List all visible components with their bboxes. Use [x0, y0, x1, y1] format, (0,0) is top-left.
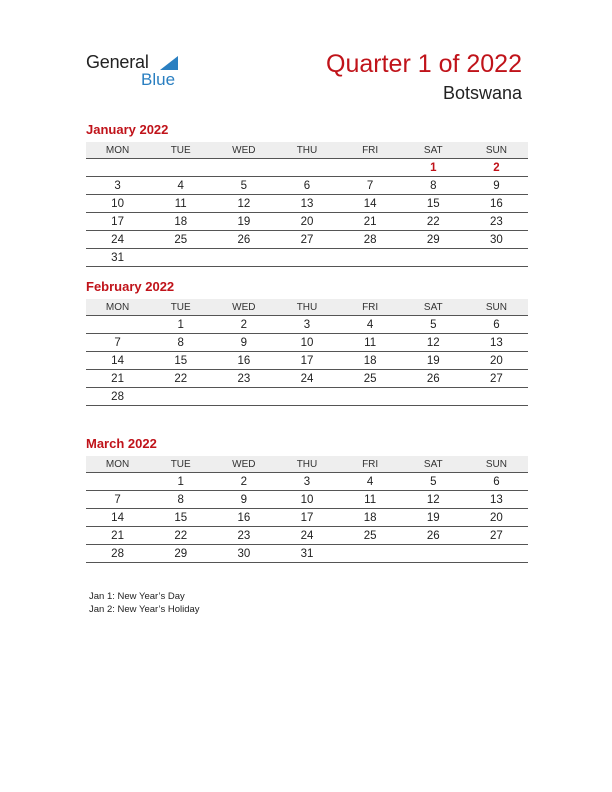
- month-block-january: [86, 121, 528, 267]
- day-cell: 22: [402, 213, 465, 231]
- empty-day-cell: [339, 249, 402, 267]
- day-cell: 28: [339, 231, 402, 249]
- day-cell: 25: [149, 231, 212, 249]
- day-cell: 3: [86, 177, 149, 195]
- week-row: [86, 491, 528, 509]
- day-cell: 27: [465, 370, 528, 388]
- day-cell: 12: [212, 195, 275, 213]
- week-row: [86, 388, 528, 406]
- weekday-header-row: [86, 142, 528, 159]
- day-cell: 7: [86, 334, 149, 352]
- day-cell: 23: [212, 527, 275, 545]
- logo-triangle-icon: [160, 56, 178, 70]
- day-cell: 19: [212, 213, 275, 231]
- empty-day-cell: [86, 159, 149, 177]
- day-cell: 24: [275, 370, 338, 388]
- generalblue-logo: [86, 52, 186, 88]
- weekday-header: TUE: [149, 456, 212, 473]
- day-cell: 13: [465, 491, 528, 509]
- empty-day-cell: [402, 388, 465, 406]
- day-cell: 18: [339, 352, 402, 370]
- day-cell: 16: [212, 509, 275, 527]
- day-cell: 29: [402, 231, 465, 249]
- calendar-table: [86, 142, 528, 267]
- week-row: [86, 352, 528, 370]
- day-cell: 18: [339, 509, 402, 527]
- day-cell: 31: [275, 545, 338, 563]
- day-cell: 1: [402, 159, 465, 177]
- weekday-header: SUN: [465, 299, 528, 316]
- day-cell: 16: [465, 195, 528, 213]
- country-name: Botswana: [442, 83, 522, 103]
- day-cell: 14: [86, 509, 149, 527]
- week-row: [86, 159, 528, 177]
- week-row: [86, 316, 528, 334]
- day-cell: 20: [465, 509, 528, 527]
- week-row: [86, 473, 528, 491]
- empty-day-cell: [402, 545, 465, 563]
- weekday-header: SUN: [465, 142, 528, 159]
- day-cell: 17: [86, 213, 149, 231]
- empty-day-cell: [149, 249, 212, 267]
- week-row: [86, 545, 528, 563]
- day-cell: 4: [339, 316, 402, 334]
- day-cell: 2: [212, 316, 275, 334]
- day-cell: 23: [212, 370, 275, 388]
- day-cell: 8: [149, 334, 212, 352]
- day-cell: 8: [149, 491, 212, 509]
- day-cell: 2: [212, 473, 275, 491]
- day-cell: 4: [149, 177, 212, 195]
- day-cell: 18: [149, 213, 212, 231]
- logo-general-text: General: [86, 52, 149, 72]
- weekday-header: THU: [275, 456, 338, 473]
- day-cell: 2: [465, 159, 528, 177]
- weekday-header: FRI: [339, 142, 402, 159]
- week-row: [86, 195, 528, 213]
- day-cell: 17: [275, 352, 338, 370]
- page-title: Quarter 1 of 2022: [326, 50, 522, 78]
- day-cell: 26: [402, 370, 465, 388]
- day-cell: 25: [339, 370, 402, 388]
- week-row: [86, 370, 528, 388]
- month-block-march: [86, 435, 528, 563]
- day-cell: 30: [465, 231, 528, 249]
- empty-day-cell: [402, 249, 465, 267]
- day-cell: 11: [149, 195, 212, 213]
- week-row: [86, 527, 528, 545]
- calendar-table: [86, 456, 528, 563]
- day-cell: 25: [339, 527, 402, 545]
- day-cell: 12: [402, 491, 465, 509]
- day-cell: 21: [86, 527, 149, 545]
- day-cell: 28: [86, 545, 149, 563]
- day-cell: 13: [465, 334, 528, 352]
- day-cell: 14: [339, 195, 402, 213]
- day-cell: 27: [275, 231, 338, 249]
- day-cell: 22: [149, 527, 212, 545]
- day-cell: 12: [402, 334, 465, 352]
- week-row: [86, 231, 528, 249]
- day-cell: 10: [275, 334, 338, 352]
- day-cell: 23: [465, 213, 528, 231]
- day-cell: 19: [402, 352, 465, 370]
- empty-day-cell: [275, 249, 338, 267]
- month-block-february: [86, 278, 528, 406]
- empty-day-cell: [86, 316, 149, 334]
- month-title: March 2022: [86, 436, 157, 451]
- weekday-header: SAT: [402, 142, 465, 159]
- day-cell: 7: [339, 177, 402, 195]
- day-cell: 9: [465, 177, 528, 195]
- week-row: [86, 249, 528, 267]
- empty-day-cell: [86, 473, 149, 491]
- day-cell: 5: [402, 473, 465, 491]
- empty-day-cell: [149, 159, 212, 177]
- weekday-header: MON: [86, 142, 149, 159]
- day-cell: 24: [275, 527, 338, 545]
- weekday-header: WED: [212, 456, 275, 473]
- weekday-header: TUE: [149, 142, 212, 159]
- day-cell: 22: [149, 370, 212, 388]
- day-cell: 1: [149, 473, 212, 491]
- day-cell: 15: [149, 509, 212, 527]
- holiday-notes: [89, 590, 200, 616]
- month-title: February 2022: [86, 279, 175, 294]
- empty-day-cell: [212, 388, 275, 406]
- day-cell: 15: [149, 352, 212, 370]
- weekday-header: SAT: [402, 299, 465, 316]
- day-cell: 7: [86, 491, 149, 509]
- day-cell: 30: [212, 545, 275, 563]
- weekday-header: MON: [86, 456, 149, 473]
- day-cell: 8: [402, 177, 465, 195]
- empty-day-cell: [212, 249, 275, 267]
- weekday-header-row: [86, 299, 528, 316]
- weekday-header: THU: [275, 299, 338, 316]
- empty-day-cell: [339, 388, 402, 406]
- empty-day-cell: [339, 159, 402, 177]
- day-cell: 21: [86, 370, 149, 388]
- day-cell: 6: [465, 473, 528, 491]
- day-cell: 15: [402, 195, 465, 213]
- empty-day-cell: [465, 388, 528, 406]
- day-cell: 9: [212, 334, 275, 352]
- day-cell: 3: [275, 473, 338, 491]
- day-cell: 29: [149, 545, 212, 563]
- week-row: [86, 177, 528, 195]
- month-title: January 2022: [86, 122, 169, 137]
- empty-day-cell: [275, 388, 338, 406]
- empty-day-cell: [465, 545, 528, 563]
- week-row: [86, 509, 528, 527]
- day-cell: 17: [275, 509, 338, 527]
- day-cell: 31: [86, 249, 149, 267]
- empty-day-cell: [275, 159, 338, 177]
- holiday-note: Jan 1: New Year’s Day: [89, 591, 185, 602]
- day-cell: 9: [212, 491, 275, 509]
- day-cell: 11: [339, 491, 402, 509]
- day-cell: 21: [339, 213, 402, 231]
- weekday-header: THU: [275, 142, 338, 159]
- weekday-header: WED: [212, 299, 275, 316]
- day-cell: 27: [465, 527, 528, 545]
- day-cell: 16: [212, 352, 275, 370]
- day-cell: 10: [86, 195, 149, 213]
- day-cell: 14: [86, 352, 149, 370]
- day-cell: 20: [465, 352, 528, 370]
- day-cell: 11: [339, 334, 402, 352]
- empty-day-cell: [339, 545, 402, 563]
- day-cell: 10: [275, 491, 338, 509]
- weekday-header: FRI: [339, 456, 402, 473]
- day-cell: 26: [212, 231, 275, 249]
- day-cell: 6: [275, 177, 338, 195]
- calendar-table: [86, 299, 528, 406]
- day-cell: 6: [465, 316, 528, 334]
- day-cell: 5: [212, 177, 275, 195]
- weekday-header: FRI: [339, 299, 402, 316]
- day-cell: 20: [275, 213, 338, 231]
- day-cell: 5: [402, 316, 465, 334]
- day-cell: 3: [275, 316, 338, 334]
- day-cell: 1: [149, 316, 212, 334]
- day-cell: 28: [86, 388, 149, 406]
- weekday-header: SAT: [402, 456, 465, 473]
- day-cell: 24: [86, 231, 149, 249]
- day-cell: 13: [275, 195, 338, 213]
- week-row: [86, 334, 528, 352]
- weekday-header: TUE: [149, 299, 212, 316]
- weekday-header: MON: [86, 299, 149, 316]
- empty-day-cell: [149, 388, 212, 406]
- empty-day-cell: [465, 249, 528, 267]
- empty-day-cell: [212, 159, 275, 177]
- weekday-header-row: [86, 456, 528, 473]
- holiday-note: Jan 2: New Year’s Holiday: [89, 604, 200, 615]
- weekday-header: SUN: [465, 456, 528, 473]
- weekday-header: WED: [212, 142, 275, 159]
- week-row: [86, 213, 528, 231]
- day-cell: 26: [402, 527, 465, 545]
- day-cell: 4: [339, 473, 402, 491]
- logo-blue-text: Blue: [141, 70, 176, 89]
- day-cell: 19: [402, 509, 465, 527]
